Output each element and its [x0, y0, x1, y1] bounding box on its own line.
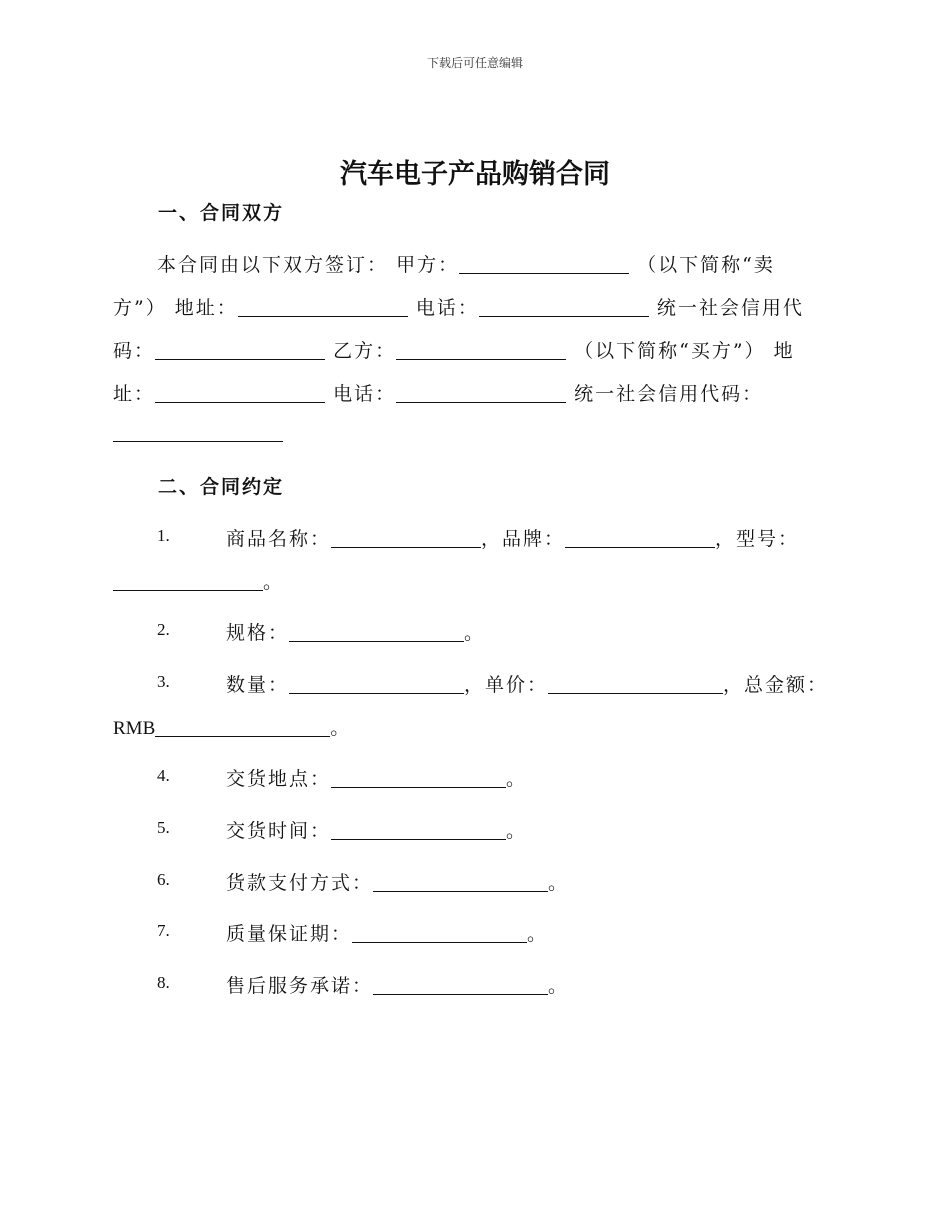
- currency-label: RMB: [113, 718, 156, 739]
- buyer-credit-code-blank[interactable]: [113, 423, 283, 442]
- buyer-phone-blank[interactable]: [396, 384, 566, 403]
- item-delivery-place: 交货地点： 。: [226, 768, 528, 790]
- delivery-place-blank[interactable]: [331, 769, 506, 788]
- seller-name-blank[interactable]: [459, 255, 629, 274]
- item-number: 4.: [157, 766, 170, 785]
- item-number: 5.: [157, 818, 170, 837]
- unit-price-blank[interactable]: [548, 675, 723, 694]
- item-number: 6.: [157, 870, 170, 889]
- parties-line-5: [113, 422, 283, 444]
- after-sales-blank[interactable]: [373, 976, 548, 995]
- payment-method-blank[interactable]: [373, 873, 548, 892]
- item-model-continuation: 。: [113, 567, 284, 594]
- item-payment-method: 货款支付方式： 。: [226, 872, 570, 894]
- specification-blank[interactable]: [289, 623, 464, 642]
- seller-phone-blank[interactable]: [479, 298, 649, 317]
- item-quantity-price: 数量： ，单价： ，总金额：: [226, 674, 829, 696]
- item-number: 7.: [157, 921, 170, 940]
- buyer-address-blank[interactable]: [155, 384, 325, 403]
- item-delivery-time: 交货时间： 。: [226, 820, 528, 842]
- product-name-blank[interactable]: [331, 529, 481, 548]
- delivery-time-blank[interactable]: [331, 821, 506, 840]
- brand-blank[interactable]: [565, 529, 715, 548]
- item-after-sales: 售后服务承诺： 。: [226, 975, 570, 997]
- header-note: 下载后可任意编辑: [426, 56, 523, 70]
- parties-line-4: 址： 电话： 统一社会信用代码：: [113, 383, 764, 405]
- item-product-name: 商品名称： ，品牌： ，型号：: [226, 528, 800, 550]
- item-number: 8.: [157, 973, 170, 992]
- seller-address-blank[interactable]: [238, 298, 408, 317]
- section-heading-terms: 二、合同约定: [158, 476, 285, 498]
- item-specification: 规格： 。: [226, 622, 486, 644]
- model-blank[interactable]: [113, 572, 263, 591]
- item-number: 1.: [157, 526, 170, 545]
- item-number: 3.: [157, 672, 170, 691]
- section-heading-parties: 一、合同双方: [158, 202, 285, 224]
- parties-line-3: 码： 乙方： （以下简称“买方”） 地: [113, 340, 795, 362]
- item-warranty-period: 质量保证期： 。: [226, 923, 549, 945]
- total-amount-blank[interactable]: [155, 718, 330, 737]
- parties-line-1: 本合同由以下双方签订： 甲方： （以下简称“卖: [157, 254, 775, 276]
- quantity-blank[interactable]: [289, 675, 464, 694]
- parties-line-2: 方”） 地址： 电话： 统一社会信用代: [113, 297, 804, 319]
- buyer-name-blank[interactable]: [396, 341, 566, 360]
- item-number: 2.: [157, 620, 170, 639]
- document-title: 汽车电子产品购销合同: [340, 159, 610, 190]
- item-total-continuation: RMB 。: [113, 717, 352, 739]
- warranty-period-blank[interactable]: [352, 924, 527, 943]
- seller-credit-code-blank[interactable]: [155, 341, 325, 360]
